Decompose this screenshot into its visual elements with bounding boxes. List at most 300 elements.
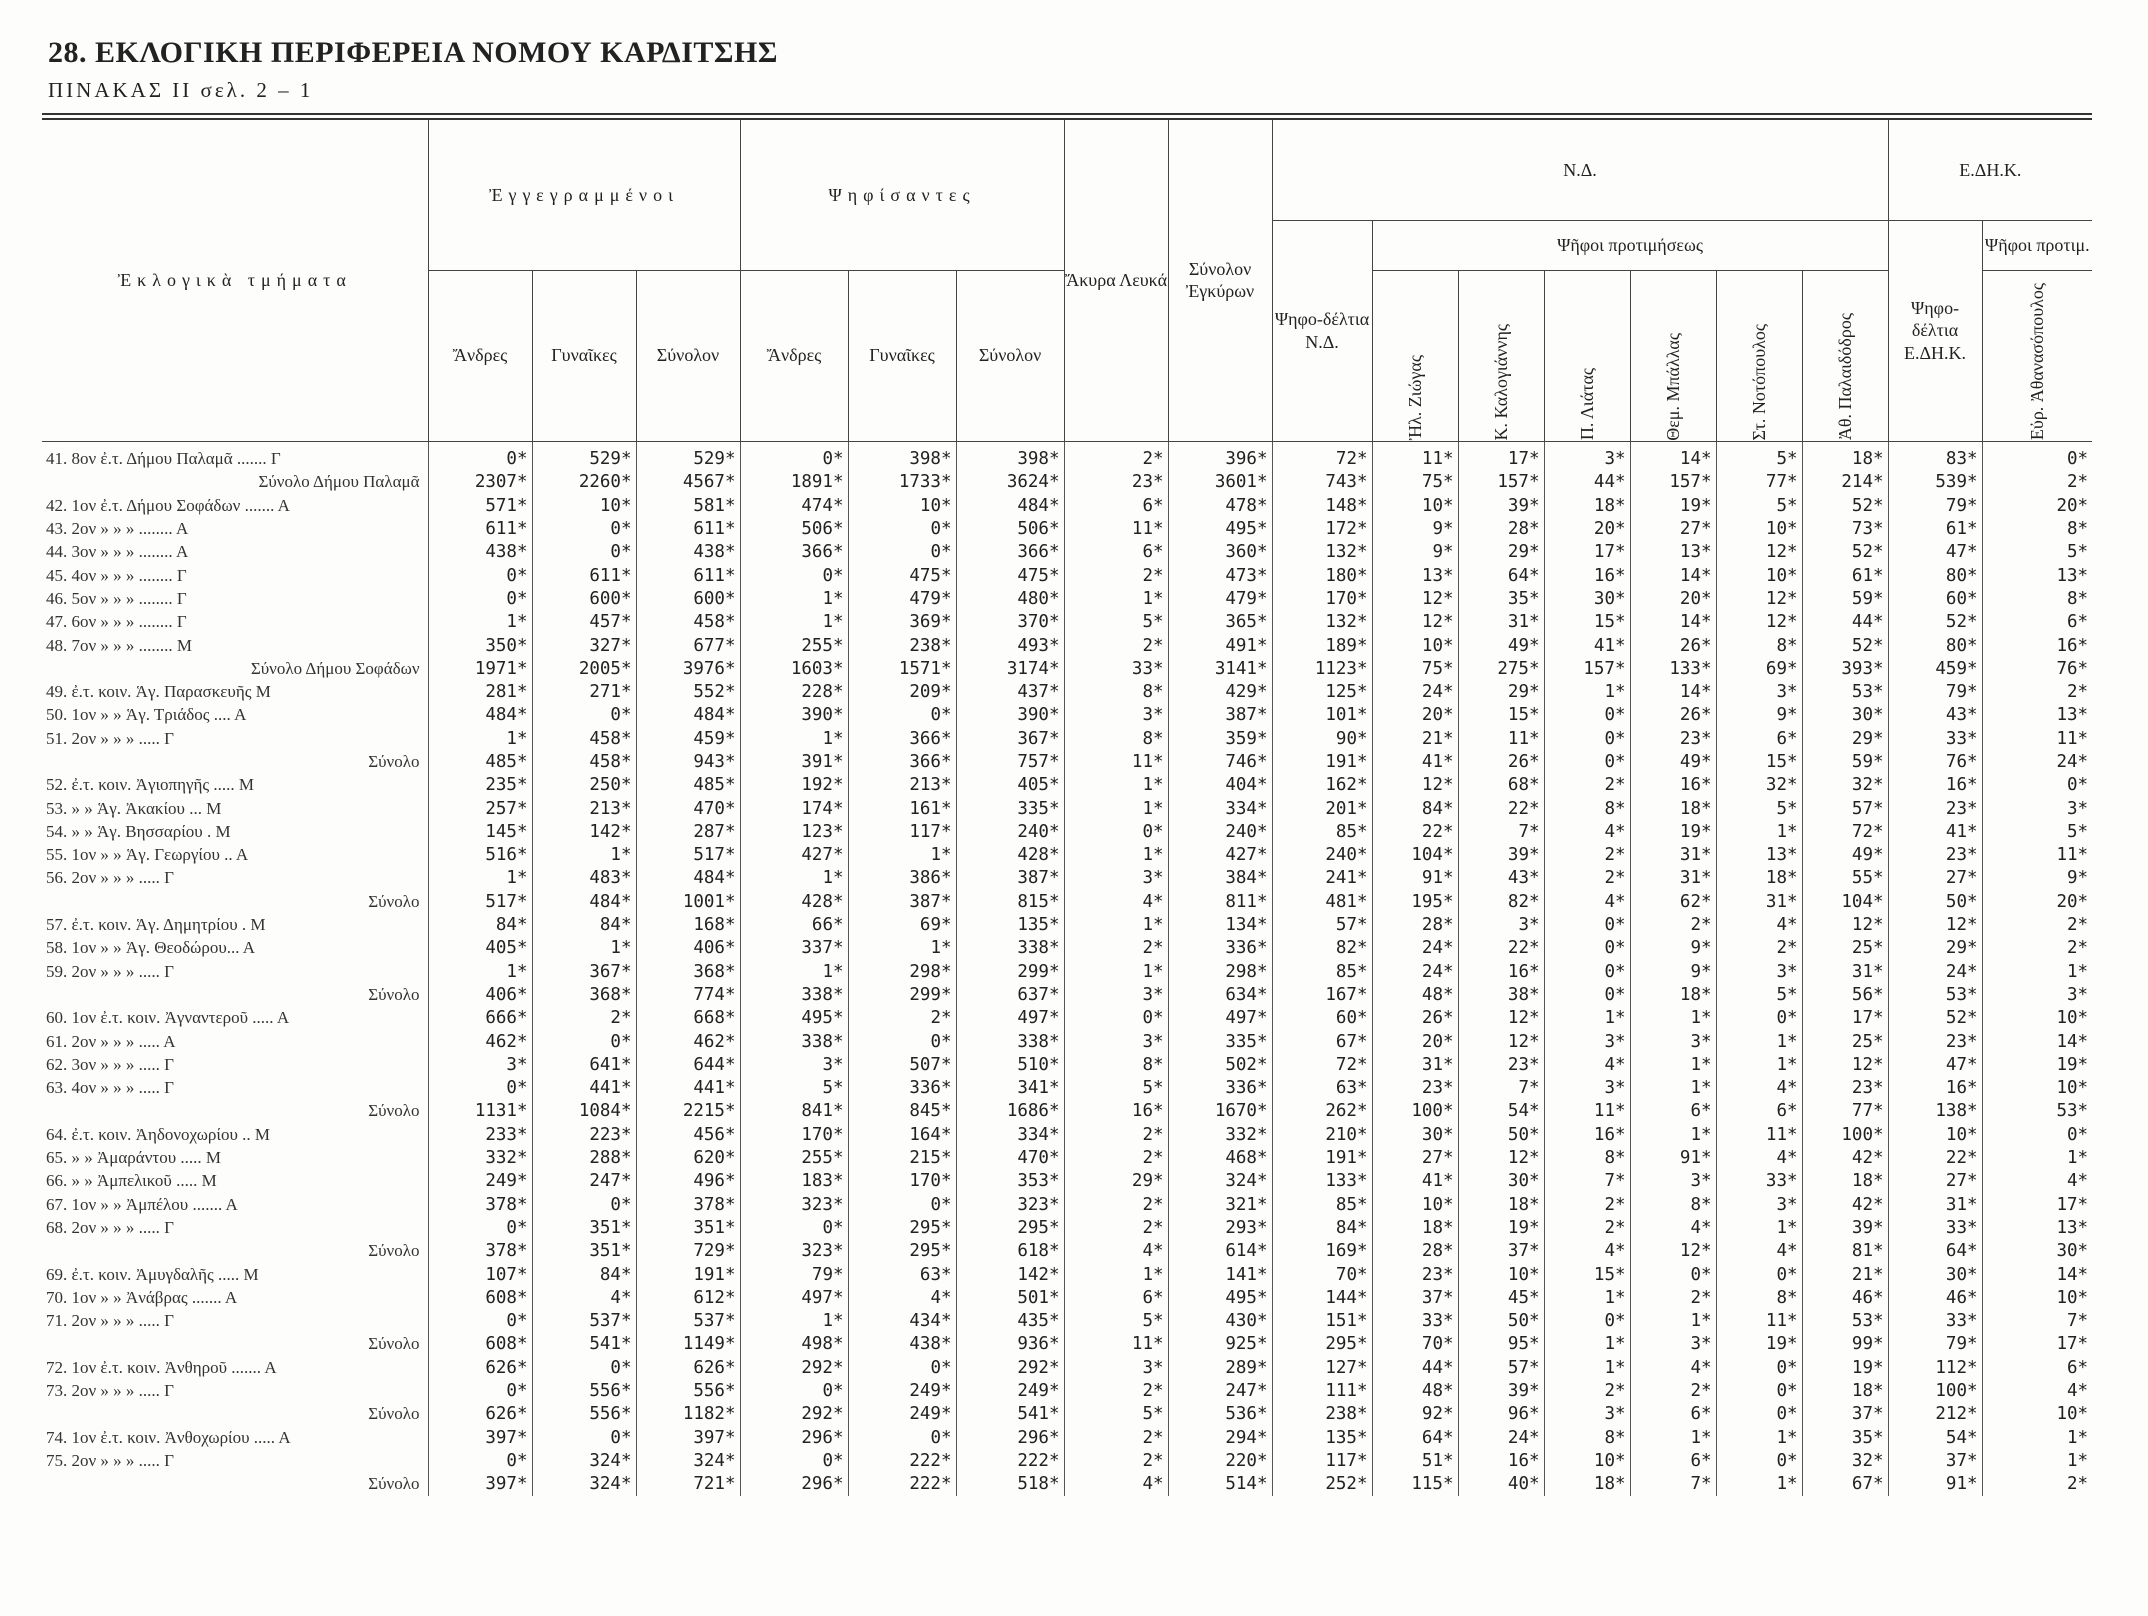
value-cell: 506* [956, 517, 1064, 540]
value-cell: 30* [1372, 1123, 1458, 1146]
value-cell: 39* [1458, 844, 1544, 867]
value-cell: 10* [1372, 1193, 1458, 1216]
value-cell: 10* [1716, 564, 1802, 587]
value-cell: 437* [956, 680, 1064, 703]
table-row [42, 937, 2092, 960]
value-cell: 483* [532, 867, 636, 890]
ballots-edik-header: Ψηφο-δέλτια Ε.ΔΗ.Κ. [1888, 220, 1982, 441]
value-cell: 53* [1888, 983, 1982, 1006]
value-cell: 1* [1716, 1426, 1802, 1449]
value-cell: 556* [532, 1403, 636, 1426]
value-cell: 59* [1802, 587, 1888, 610]
value-cell: 24* [1372, 960, 1458, 983]
reg-women-header: Γυναῖκες [532, 270, 636, 441]
value-cell: 75* [1372, 657, 1458, 680]
value-cell: 10* [848, 494, 956, 517]
value-cell: 1571* [848, 657, 956, 680]
value-cell: 233* [428, 1123, 532, 1146]
row-label: 44. 3ον » » » ........ Α [46, 542, 189, 562]
value-cell: 16* [1544, 1123, 1630, 1146]
value-cell: 31* [1372, 1053, 1458, 1076]
value-cell: 0* [1716, 1379, 1802, 1402]
value-cell: 42* [1802, 1146, 1888, 1169]
value-cell: 33* [1064, 657, 1168, 680]
value-cell: 3* [1544, 441, 1630, 471]
value-cell: 18* [1372, 1216, 1458, 1239]
value-cell: 0* [1544, 983, 1630, 1006]
value-cell: 11* [1716, 1123, 1802, 1146]
value-cell: 1131* [428, 1100, 532, 1123]
value-cell: 72* [1802, 820, 1888, 843]
value-cell: 48* [1372, 1379, 1458, 1402]
value-cell: 31* [1458, 611, 1544, 634]
value-cell: 537* [636, 1309, 740, 1332]
value-cell: 495* [1168, 517, 1272, 540]
value-cell: 90* [1272, 727, 1372, 750]
value-cell: 37* [1458, 1240, 1544, 1263]
value-cell: 390* [740, 704, 848, 727]
total-row [42, 750, 2092, 773]
value-cell: 104* [1372, 844, 1458, 867]
row-label: 65. » » Ἀμαράντου ..... Μ [46, 1148, 221, 1168]
value-cell: 0* [740, 1449, 848, 1472]
value-cell: 91* [1372, 867, 1458, 890]
row-label: Σύνολο [368, 1101, 420, 1121]
value-cell: 641* [532, 1053, 636, 1076]
value-cell: 20* [1372, 704, 1458, 727]
value-cell: 85* [1272, 960, 1372, 983]
value-cell: 3* [1458, 913, 1544, 936]
value-cell: 148* [1272, 494, 1372, 517]
value-cell: 11* [1716, 1309, 1802, 1332]
value-cell: 1670* [1168, 1100, 1272, 1123]
value-cell: 271* [532, 680, 636, 703]
value-cell: 368* [532, 983, 636, 1006]
value-cell: 69* [1716, 657, 1802, 680]
value-cell: 8* [1544, 797, 1630, 820]
row-label: 62. 3ον » » » ..... Γ [46, 1054, 175, 1074]
value-cell: 255* [740, 1146, 848, 1169]
value-cell: 0* [428, 587, 532, 610]
table-row [42, 1007, 2092, 1030]
vot-women-header: Γυναῖκες [848, 270, 956, 441]
value-cell: 66* [740, 913, 848, 936]
value-cell: 9* [1630, 937, 1716, 960]
value-cell: 11* [1064, 750, 1168, 773]
value-cell: 359* [1168, 727, 1272, 750]
table-row [42, 1309, 2092, 1332]
value-cell: 1* [1064, 844, 1168, 867]
row-label: 70. 1ον » » Ἀνάβρας ....... Α [46, 1287, 238, 1307]
page-title: 28. ΕΚΛΟΓΙΚΗ ΠΕΡΙΦΕΡΕΙΑ ΝΟΜΟΥ ΚΑΡΔΙΤΣΗΣ [48, 36, 778, 69]
value-cell: 0* [1716, 1356, 1802, 1379]
value-cell: 241* [1272, 867, 1372, 890]
value-cell: 2* [1630, 913, 1716, 936]
value-cell: 9* [1372, 517, 1458, 540]
value-cell: 473* [1168, 564, 1272, 587]
value-cell: 53* [1982, 1100, 2092, 1123]
value-cell: 7* [1630, 1473, 1716, 1496]
value-cell: 367* [956, 727, 1064, 750]
total-row [42, 657, 2092, 680]
value-cell: 6* [1064, 494, 1168, 517]
value-cell: 222* [956, 1449, 1064, 1472]
value-cell: 23* [1372, 1077, 1458, 1100]
value-cell: 33* [1716, 1170, 1802, 1193]
value-cell: 13* [1982, 704, 2092, 727]
value-cell: 222* [848, 1473, 956, 1496]
value-cell: 2* [1982, 1473, 2092, 1496]
value-cell: 67* [1802, 1473, 1888, 1496]
value-cell: 1* [740, 611, 848, 634]
value-cell: 142* [956, 1263, 1064, 1286]
value-cell: 299* [956, 960, 1064, 983]
value-cell: 459* [1888, 657, 1982, 680]
value-cell: 43* [1458, 867, 1544, 890]
table-row [42, 1170, 2092, 1193]
value-cell: 295* [1272, 1333, 1372, 1356]
value-cell: 378* [636, 1193, 740, 1216]
value-cell: 2* [1544, 774, 1630, 797]
candidate-edik-header: Εὐρ. Ἀθανασόπουλος [1982, 270, 2092, 441]
value-cell: 390* [956, 704, 1064, 727]
value-cell: 1* [848, 937, 956, 960]
value-cell: 64* [1888, 1240, 1982, 1263]
value-cell: 292* [956, 1356, 1064, 1379]
value-cell: 52* [1802, 494, 1888, 517]
value-cell: 6* [1982, 1356, 2092, 1379]
value-cell: 228* [740, 680, 848, 703]
value-cell: 1* [1064, 913, 1168, 936]
value-cell: 3* [1716, 960, 1802, 983]
value-cell: 289* [1168, 1356, 1272, 1379]
registered-header: Ἐγγεγραμμένοι [428, 120, 740, 270]
value-cell: 6* [1982, 611, 2092, 634]
value-cell: 336* [848, 1077, 956, 1100]
value-cell: 17* [1458, 441, 1544, 471]
value-cell: 3* [428, 1053, 532, 1076]
value-cell: 257* [428, 797, 532, 820]
top-rule [42, 113, 2092, 115]
value-cell: 298* [1168, 960, 1272, 983]
value-cell: 502* [1168, 1053, 1272, 1076]
value-cell: 0* [1630, 1263, 1716, 1286]
value-cell: 0* [1544, 727, 1630, 750]
value-cell: 19* [1630, 494, 1716, 517]
value-cell: 99* [1802, 1333, 1888, 1356]
row-label: 72. 1ον ἐ.τ. κοιν. Ἀνθηροῦ ....... Α [46, 1357, 277, 1377]
table-row [42, 611, 2092, 634]
value-cell: 336* [1168, 1077, 1272, 1100]
value-cell: 334* [956, 1123, 1064, 1146]
value-cell: 8* [1716, 634, 1802, 657]
row-label: 68. 2ον » » » ..... Γ [46, 1217, 175, 1237]
value-cell: 943* [636, 750, 740, 773]
value-cell: 29* [1458, 680, 1544, 703]
voted-header: Ψηφίσαντες [740, 120, 1064, 270]
value-cell: 6* [1630, 1449, 1716, 1472]
value-cell: 12* [1802, 1053, 1888, 1076]
value-cell: 10* [1372, 634, 1458, 657]
value-cell: 169* [1272, 1240, 1372, 1263]
table-body [42, 441, 2092, 1496]
value-cell: 18* [1630, 983, 1716, 1006]
value-cell: 1182* [636, 1403, 740, 1426]
value-cell: 324* [532, 1473, 636, 1496]
value-cell: 4* [1544, 890, 1630, 913]
value-cell: 10* [1544, 1449, 1630, 1472]
value-cell: 23* [1372, 1263, 1458, 1286]
value-cell: 17* [1982, 1193, 2092, 1216]
value-cell: 223* [532, 1123, 636, 1146]
value-cell: 11* [1064, 1333, 1168, 1356]
value-cell: 2* [1064, 1216, 1168, 1239]
value-cell: 21* [1802, 1263, 1888, 1286]
table-row [42, 1123, 2092, 1146]
value-cell: 5* [1982, 541, 2092, 564]
value-cell: 100* [1372, 1100, 1458, 1123]
value-cell: 611* [636, 517, 740, 540]
value-cell: 387* [848, 890, 956, 913]
row-label: 71. 2ον » » » ..... Γ [46, 1311, 175, 1331]
value-cell: 61* [1888, 517, 1982, 540]
value-cell: 3624* [956, 471, 1064, 494]
value-cell: 4* [1064, 1240, 1168, 1263]
value-cell: 1* [428, 960, 532, 983]
row-label: Σύνολο [368, 891, 420, 911]
value-cell: 53* [1802, 680, 1888, 703]
value-cell: 1* [1064, 587, 1168, 610]
value-cell: 19* [1458, 1216, 1544, 1239]
value-cell: 252* [1272, 1473, 1372, 1496]
value-cell: 48* [1372, 983, 1458, 1006]
value-cell: 378* [428, 1193, 532, 1216]
row-label: 63. 4ον » » » ..... Γ [46, 1078, 175, 1098]
value-cell: 19* [1802, 1356, 1888, 1379]
candidate-header: Π. Λιάτας [1544, 270, 1630, 441]
value-cell: 23* [1888, 1030, 1982, 1053]
value-cell: 68* [1458, 774, 1544, 797]
value-cell: 42* [1802, 1193, 1888, 1216]
value-cell: 507* [848, 1053, 956, 1076]
value-cell: 172* [1272, 517, 1372, 540]
value-cell: 14* [1630, 611, 1716, 634]
value-cell: 57* [1458, 1356, 1544, 1379]
value-cell: 296* [956, 1426, 1064, 1449]
value-cell: 85* [1272, 820, 1372, 843]
value-cell: 213* [532, 797, 636, 820]
value-cell: 1891* [740, 471, 848, 494]
value-cell: 2* [1064, 634, 1168, 657]
value-cell: 378* [428, 1240, 532, 1263]
value-cell: 27* [1372, 1146, 1458, 1169]
value-cell: 247* [532, 1170, 636, 1193]
value-cell: 189* [1272, 634, 1372, 657]
value-cell: 30* [1458, 1170, 1544, 1193]
value-cell: 209* [848, 680, 956, 703]
value-cell: 484* [532, 890, 636, 913]
value-cell: 144* [1272, 1286, 1372, 1309]
value-cell: 1* [1544, 680, 1630, 703]
value-cell: 404* [1168, 774, 1272, 797]
value-cell: 2* [1630, 1286, 1716, 1309]
value-cell: 387* [956, 867, 1064, 890]
value-cell: 626* [636, 1356, 740, 1379]
value-cell: 157* [1458, 471, 1544, 494]
value-cell: 1* [1982, 1426, 2092, 1449]
value-cell: 0* [1544, 1309, 1630, 1332]
value-cell: 677* [636, 634, 740, 657]
value-cell: 480* [956, 587, 1064, 610]
table-row [42, 727, 2092, 750]
table-row [42, 587, 2092, 610]
value-cell: 484* [428, 704, 532, 727]
value-cell: 32* [1802, 1449, 1888, 1472]
value-cell: 238* [848, 634, 956, 657]
value-cell: 30* [1982, 1240, 2092, 1263]
value-cell: 96* [1458, 1403, 1544, 1426]
value-cell: 31* [1716, 890, 1802, 913]
value-cell: 80* [1888, 564, 1982, 587]
value-cell: 2* [1064, 441, 1168, 471]
value-cell: 84* [532, 1263, 636, 1286]
value-cell: 125* [1272, 680, 1372, 703]
value-cell: 18* [1802, 1170, 1888, 1193]
candidate-header: Ἠλ. Ζιώγας [1372, 270, 1458, 441]
value-cell: 618* [956, 1240, 1064, 1263]
value-cell: 8* [1982, 517, 2092, 540]
row-label: 46. 5ον » » » ........ Γ [46, 588, 187, 608]
candidate-header: Ἀθ. Παλαιδόδρος [1802, 270, 1888, 441]
value-cell: 6* [1064, 541, 1168, 564]
table-row [42, 867, 2092, 890]
value-cell: 0* [1716, 1007, 1802, 1030]
table-row [42, 797, 2092, 820]
value-cell: 336* [1168, 937, 1272, 960]
value-cell: 33* [1888, 1216, 1982, 1239]
value-cell: 8* [1982, 587, 2092, 610]
value-cell: 456* [636, 1123, 740, 1146]
value-cell: 0* [428, 441, 532, 471]
pref-votes-short-header: Ψῆφοι προτιμ. [1982, 220, 2092, 270]
value-cell: 0* [740, 1216, 848, 1239]
value-cell: 70* [1272, 1263, 1372, 1286]
table-row [42, 564, 2092, 587]
value-cell: 162* [1272, 774, 1372, 797]
value-cell: 15* [1716, 750, 1802, 773]
value-cell: 441* [532, 1077, 636, 1100]
value-cell: 634* [1168, 983, 1272, 1006]
value-cell: 2* [1064, 1123, 1168, 1146]
value-cell: 49* [1802, 844, 1888, 867]
value-cell: 6* [1630, 1100, 1716, 1123]
value-cell: 15* [1544, 1263, 1630, 1286]
value-cell: 1* [1982, 1146, 2092, 1169]
value-cell: 12* [1458, 1030, 1544, 1053]
value-cell: 1* [1630, 1007, 1716, 1030]
value-cell: 335* [956, 797, 1064, 820]
value-cell: 24* [1372, 937, 1458, 960]
value-cell: 50* [1458, 1123, 1544, 1146]
row-label: 41. 8ον ἐ.τ. Δήμου Παλαμᾶ ....... Γ [46, 449, 281, 469]
table-row [42, 844, 2092, 867]
value-cell: 536* [1168, 1403, 1272, 1426]
value-cell: 26* [1630, 634, 1716, 657]
value-cell: 5* [1064, 1077, 1168, 1100]
value-cell: 405* [956, 774, 1064, 797]
value-cell: 459* [636, 727, 740, 750]
value-cell: 13* [1630, 541, 1716, 564]
value-cell: 481* [1272, 890, 1372, 913]
table-row [42, 1193, 2092, 1216]
value-cell: 0* [1544, 704, 1630, 727]
table-row [42, 1077, 2092, 1100]
value-cell: 2* [1544, 867, 1630, 890]
value-cell: 608* [428, 1333, 532, 1356]
value-cell: 497* [956, 1007, 1064, 1030]
value-cell: 4* [1064, 1473, 1168, 1496]
value-cell: 112* [1888, 1356, 1982, 1379]
value-cell: 393* [1802, 657, 1888, 680]
value-cell: 666* [428, 1007, 532, 1030]
row-label: Σύνολο [368, 1404, 420, 1424]
value-cell: 1084* [532, 1100, 636, 1123]
value-cell: 24* [1458, 1426, 1544, 1449]
value-cell: 214* [1802, 471, 1888, 494]
value-cell: 72* [1272, 1053, 1372, 1076]
value-cell: 201* [1272, 797, 1372, 820]
value-cell: 0* [1064, 1007, 1168, 1030]
value-cell: 0* [1716, 1449, 1802, 1472]
row-label: 45. 4ον » » » ........ Γ [46, 565, 187, 585]
total-row [42, 1240, 2092, 1263]
value-cell: 55* [1802, 867, 1888, 890]
value-cell: 33* [1888, 1309, 1982, 1332]
value-cell: 510* [956, 1053, 1064, 1076]
value-cell: 39* [1802, 1216, 1888, 1239]
value-cell: 170* [740, 1123, 848, 1146]
value-cell: 145* [428, 820, 532, 843]
value-cell: 101* [1272, 704, 1372, 727]
row-label: 55. 1ον » » Ἁγ. Γεωργίου .. Α [46, 845, 249, 865]
value-cell: 54* [1888, 1426, 1982, 1449]
value-cell: 91* [1888, 1473, 1982, 1496]
value-cell: 4* [848, 1286, 956, 1309]
value-cell: 0* [532, 517, 636, 540]
value-cell: 338* [956, 937, 1064, 960]
value-cell: 2* [1064, 1449, 1168, 1472]
value-cell: 338* [740, 983, 848, 1006]
table-row [42, 1263, 2092, 1286]
value-cell: 19* [1982, 1053, 2092, 1076]
value-cell: 366* [848, 750, 956, 773]
value-cell: 161* [848, 797, 956, 820]
value-cell: 111* [1272, 1379, 1372, 1402]
value-cell: 133* [1272, 1170, 1372, 1193]
value-cell: 39* [1458, 494, 1544, 517]
value-cell: 135* [956, 913, 1064, 936]
sections-header: Ἐκλογικὰ τμήματα [42, 120, 428, 441]
value-cell: 3* [1630, 1030, 1716, 1053]
value-cell: 324* [1168, 1170, 1272, 1193]
value-cell: 2* [1544, 1216, 1630, 1239]
value-cell: 3174* [956, 657, 1064, 680]
value-cell: 1* [740, 727, 848, 750]
value-cell: 5* [1064, 1403, 1168, 1426]
value-cell: 41* [1372, 750, 1458, 773]
value-cell: 95* [1458, 1333, 1544, 1356]
value-cell: 61* [1802, 564, 1888, 587]
